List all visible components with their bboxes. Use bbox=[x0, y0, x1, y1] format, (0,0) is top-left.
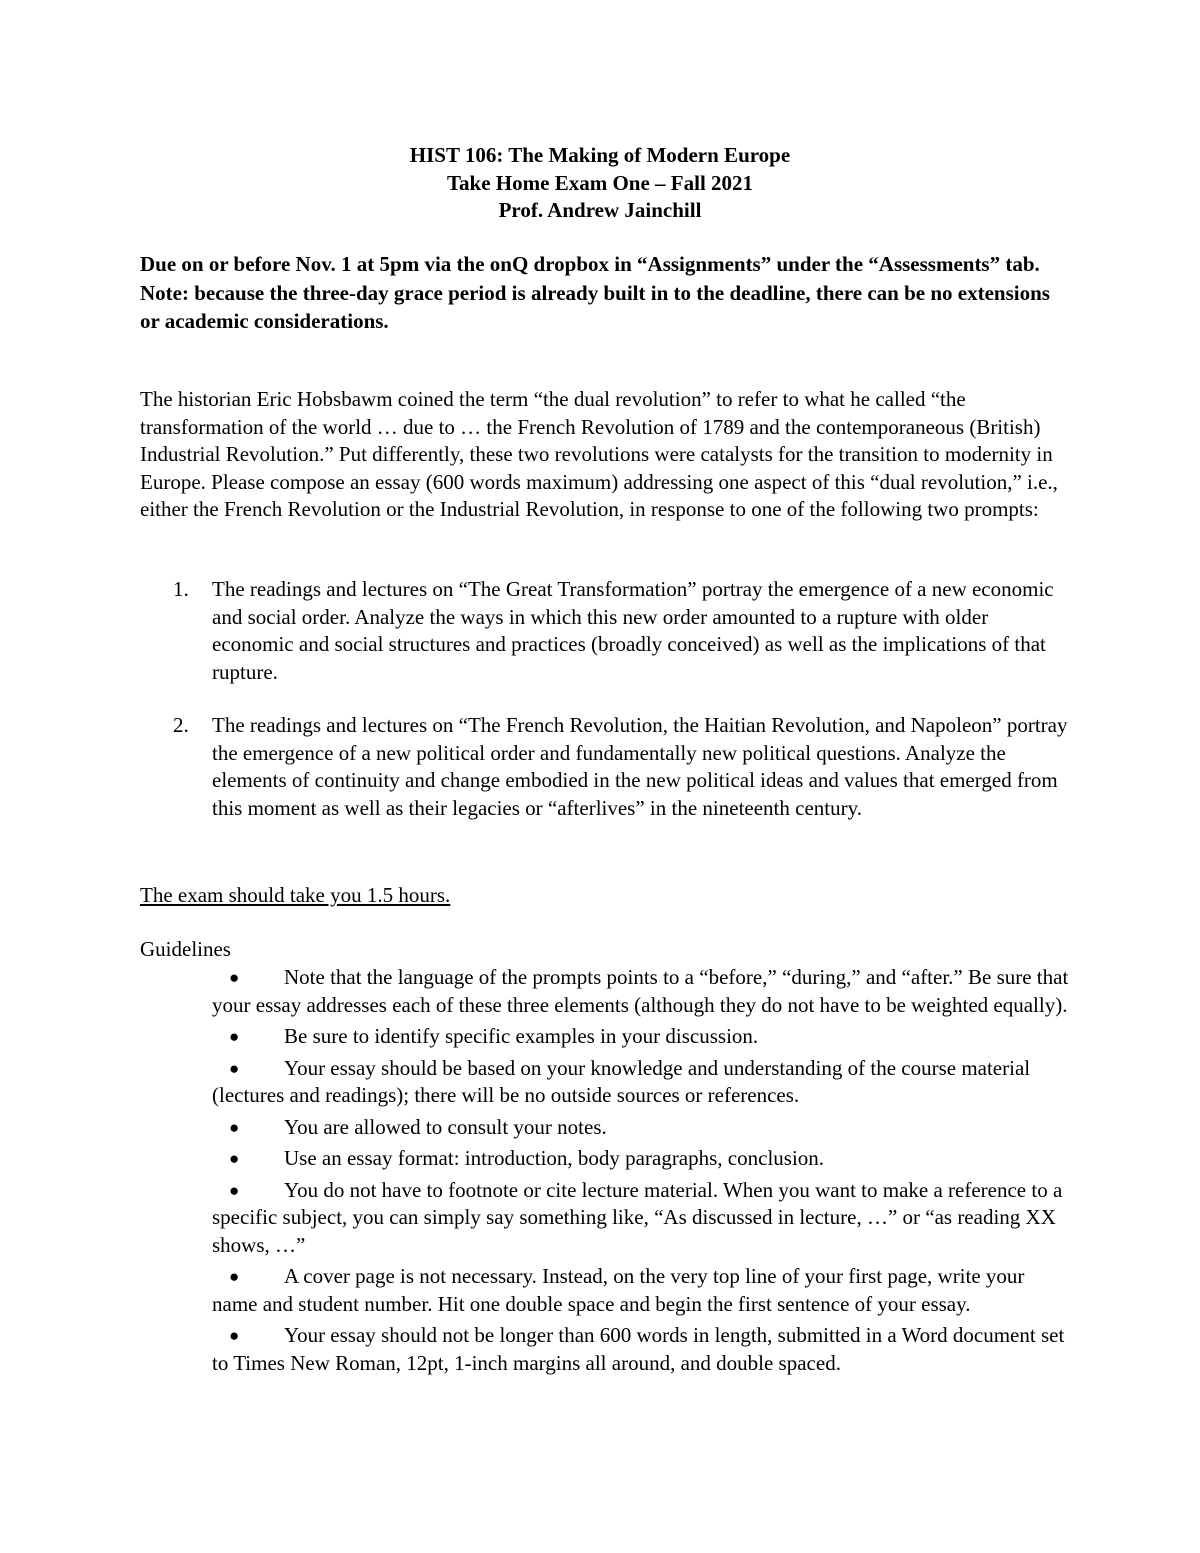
prompt-number: 1. bbox=[173, 577, 189, 601]
guideline-text: Note that the language of the prompts points to a “before,” “during,” and “after.” Be sure that your essay addresses each of these three elements (although they do not have to be weighted equally). bbox=[212, 965, 1069, 1017]
bullet-icon: ● bbox=[229, 968, 240, 987]
due-notice: Due on or before Nov. 1 at 5pm via the onQ dropbox in “Assignments” under the “Assessments” tab. Note: because the three-day grace period is already built in to the deadline, there can be no extensions or academic considerations. bbox=[140, 252, 1050, 333]
bullet-icon: ● bbox=[229, 1326, 240, 1345]
prompt-text: The readings and lectures on “The Great Transformation” portray the emergence of a new economic and social order. Analyze the ways in which this new order amounted to a rupture with older economic and social structures and practices (broadly conceived) as well as the implications of that rupture. bbox=[212, 577, 1054, 684]
professor-name: Prof. Andrew Jainchill bbox=[498, 198, 702, 222]
bullet-icon: ● bbox=[229, 1058, 240, 1078]
guideline-text: A cover page is not necessary. Instead, on the very top line of your first page, write your name and student number. Hit one double space and begin the first sentence of your essay. bbox=[212, 1264, 1025, 1316]
guideline-item bbox=[212, 1322, 1072, 1377]
guideline-text: Your essay should be based on your knowledge and understanding of the course material (lectures and readings); there will be no outside sources or references. bbox=[212, 1055, 1031, 1107]
bullet-icon: ● bbox=[229, 1027, 240, 1046]
guidelines-heading: Guidelines bbox=[140, 937, 231, 961]
course-title: HIST 106: The Making of Modern Europe bbox=[409, 143, 791, 167]
guideline-item bbox=[212, 1055, 1072, 1110]
prompt-item bbox=[173, 712, 1072, 822]
bullet-icon: ● bbox=[229, 1180, 240, 1200]
guideline-item bbox=[212, 1177, 1072, 1260]
intro-paragraph: The historian Eric Hobsbawm coined the term “the dual revolution” to refer to what he called “the transformation of the world … due to … the French Revolution of 1789 and the contemporaneous (British) Industrial Revolution.” Put differently, these two revolutions were catalysts for the transition to modernity in Europe. Please compose an essay (600 words maximum) addressing one aspect of this “dual revolution,” i.e., either the French Revolution or the Industrial Revolution, in response to one of the following two prompts: bbox=[140, 387, 1058, 521]
exam-duration-note: The exam should take you 1.5 hours. bbox=[140, 883, 451, 907]
bullet-icon: ● bbox=[229, 1117, 240, 1137]
guideline-item bbox=[212, 1023, 1072, 1051]
guideline-item bbox=[212, 1114, 1072, 1142]
guideline-item bbox=[212, 964, 1072, 1019]
bullet-icon: ● bbox=[229, 1149, 240, 1168]
document-header bbox=[0, 142, 1200, 225]
guideline-text: Be sure to identify specific examples in your discussion. bbox=[284, 1024, 759, 1048]
guideline-text: Use an essay format: introduction, body paragraphs, conclusion. bbox=[284, 1146, 825, 1170]
guidelines-list bbox=[212, 964, 1072, 1381]
guideline-item bbox=[212, 1263, 1072, 1318]
prompt-number: 2. bbox=[173, 713, 189, 737]
prompt-text: The readings and lectures on “The French Revolution, the Haitian Revolution, and Napoleon” portray the emergence of a new political order and fundamentally new political questions. Analyze the elements of continuity and change embodied in the new political ideas and values that emerged from this moment as well as their legacies or “afterlives” in the nineteenth century. bbox=[212, 713, 1068, 820]
exam-title: Take Home Exam One – Fall 2021 bbox=[446, 170, 754, 195]
guideline-text: You are allowed to consult your notes. bbox=[284, 1114, 607, 1139]
guideline-text: You do not have to footnote or cite lecture material. When you want to make a reference to a specific subject, you can simply say something like, “As discussed in lecture, …” or “as reading XX shows, …” bbox=[212, 1177, 1063, 1257]
bullet-icon: ● bbox=[229, 1267, 240, 1286]
guideline-text: Your essay should not be longer than 600 words in length, submitted in a Word document set to Times New Roman, 12pt, 1-inch margins all around, and double spaced. bbox=[212, 1323, 1065, 1375]
guideline-item bbox=[212, 1145, 1072, 1173]
prompt-item bbox=[173, 576, 1072, 686]
